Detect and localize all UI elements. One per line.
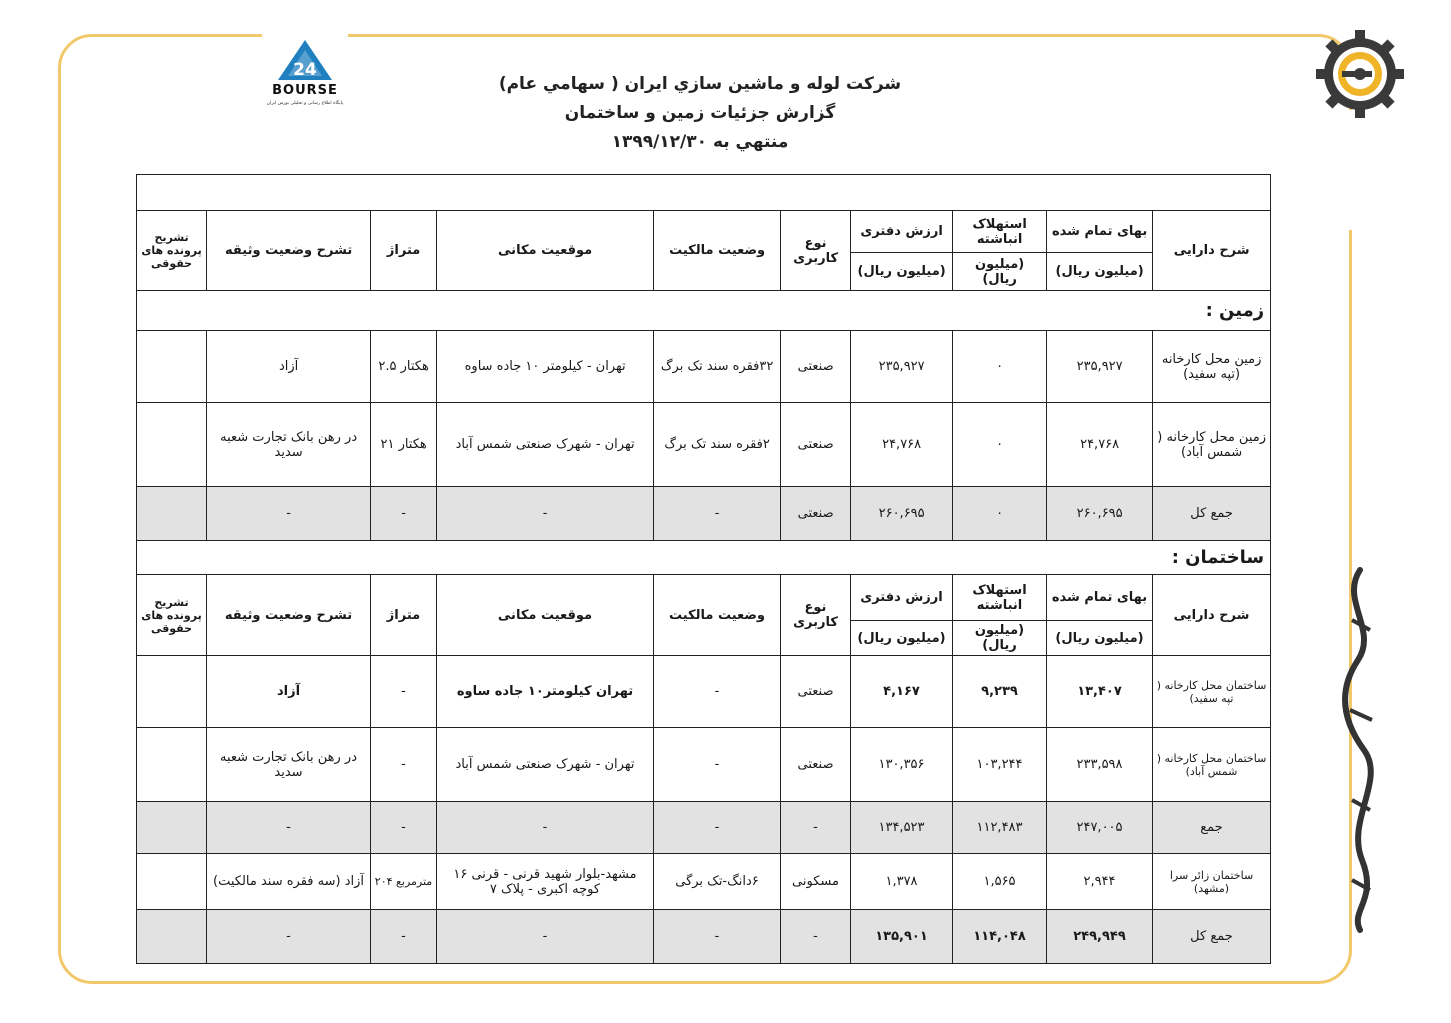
bourse-logo: [262, 38, 348, 110]
frame-gap: [1346, 110, 1356, 230]
cell-ownership: -: [654, 656, 781, 728]
cell-cost: ۲۳۵,۹۲۷: [1047, 331, 1153, 403]
cell-asset: ساختمان محل کارخانه ( شمس آباد): [1153, 728, 1271, 802]
cell-location: -: [437, 487, 654, 541]
cell-location: تهران - شهرک صنعتی شمس آباد: [437, 728, 654, 802]
cell-collateral: آزاد: [207, 656, 371, 728]
building-table: [136, 574, 1271, 964]
cell-depr: ۰: [953, 331, 1047, 403]
cell-usage: صنعتی: [781, 487, 851, 541]
report-header: [440, 70, 960, 157]
cell-area: -: [371, 656, 437, 728]
col-depr: استهلاک انباشته: [953, 211, 1047, 253]
cell-cost: ۲۴,۷۶۸: [1047, 403, 1153, 487]
cell-asset: جمع کل: [1153, 487, 1271, 541]
cell-book: ۲۴,۷۶۸: [851, 403, 953, 487]
cell-legal: [137, 487, 207, 541]
table-row: [137, 854, 1271, 910]
land-section-title: زمین :: [137, 291, 1271, 331]
table-row: [137, 403, 1271, 487]
cell-cost: ۲۴۷,۰۰۵: [1047, 802, 1153, 854]
cell-area: مترمربع ۲۰۴: [371, 854, 437, 910]
cell-cost: ۲۴۹,۹۴۹: [1047, 910, 1153, 964]
cell-usage: مسکونی: [781, 854, 851, 910]
cell-usage: صنعتی: [781, 331, 851, 403]
logo-text: BOURSE: [272, 83, 338, 98]
cell-depr: ۰: [953, 487, 1047, 541]
cell-depr: ۱۱۲,۴۸۳: [953, 802, 1047, 854]
cell-depr: ۱۱۴,۰۴۸: [953, 910, 1047, 964]
col-book: ارزش دفتری: [851, 575, 953, 621]
cell-collateral: آزاد: [207, 331, 371, 403]
cell-area: هکتار ۲۱: [371, 403, 437, 487]
cell-usage: صنعتی: [781, 403, 851, 487]
unit-depr: (میلیون ریال): [953, 253, 1047, 291]
cell-collateral: -: [207, 802, 371, 854]
col-ownership: وضعیت مالکیت: [654, 211, 781, 291]
cell-ownership: ۳۲فقره سند تک برگ: [654, 331, 781, 403]
cell-legal: [137, 656, 207, 728]
cell-asset: زمین محل کارخانه (تپه سفید): [1153, 331, 1271, 403]
cell-collateral: -: [207, 487, 371, 541]
cell-usage: صنعتی: [781, 728, 851, 802]
table-top-band: [137, 175, 1271, 211]
cell-location: -: [437, 910, 654, 964]
cell-legal: [137, 403, 207, 487]
cell-asset: ساختمان محل کارخانه ( تپه سفید): [1153, 656, 1271, 728]
cell-collateral: آزاد (سه فقره سند مالکیت): [207, 854, 371, 910]
cell-book: ۲۶۰,۶۹۵: [851, 487, 953, 541]
cell-legal: [137, 802, 207, 854]
unit-cost: (میلیون ریال): [1047, 621, 1153, 656]
cell-book: ۴,۱۶۷: [851, 656, 953, 728]
cell-ownership: -: [654, 487, 781, 541]
unit-cost: (میلیون ریال): [1047, 253, 1153, 291]
unit-depr: (میلیون ریال): [953, 621, 1047, 656]
col-location: موقعیت مکانی: [437, 575, 654, 656]
col-area: متراژ: [371, 575, 437, 656]
col-usage: نوع کاربری: [781, 211, 851, 291]
cell-cost: ۲۳۳,۵۹۸: [1047, 728, 1153, 802]
cell-location: -: [437, 802, 654, 854]
cell-ownership: ۲فقره سند تک برگ: [654, 403, 781, 487]
col-cost: بهای تمام شده: [1047, 211, 1153, 253]
cell-legal: [137, 854, 207, 910]
cell-area: -: [371, 487, 437, 541]
cell-book: ۱۳۰,۳۵۶: [851, 728, 953, 802]
building-total-row: [137, 910, 1271, 964]
cell-ownership: -: [654, 910, 781, 964]
cell-cost: ۱۳,۴۰۷: [1047, 656, 1153, 728]
cell-usage: -: [781, 802, 851, 854]
cell-location: مشهد-بلوار شهید قرنی - قرنی ۱۶ کوچه اکبری - پلاک ۷: [437, 854, 654, 910]
report-title: گزارش جزئيات زمين و ساختمان: [564, 103, 836, 123]
col-legal: تشریح پرونده های حقوقی: [137, 211, 207, 291]
company-gear-logo: [1314, 28, 1406, 120]
col-usage: نوع کاربری: [781, 575, 851, 656]
cell-usage: صنعتی: [781, 656, 851, 728]
col-asset: شرح دارایی: [1153, 575, 1271, 656]
col-location: موقعیت مکانی: [437, 211, 654, 291]
col-area: متراژ: [371, 211, 437, 291]
cell-ownership: -: [654, 802, 781, 854]
company-signature: [1330, 560, 1390, 940]
cell-legal: [137, 728, 207, 802]
cell-collateral: در رهن بانک تجارت شعبه سدید: [207, 403, 371, 487]
cell-area: -: [371, 802, 437, 854]
company-name: شركت لوله و ماشين سازي ايران ( سهامي عام): [498, 74, 902, 94]
col-cost: بهای تمام شده: [1047, 575, 1153, 621]
land-total-row: [137, 487, 1271, 541]
col-ownership: وضعیت مالکیت: [654, 575, 781, 656]
cell-depr: ۱,۵۶۵: [953, 854, 1047, 910]
cell-area: -: [371, 910, 437, 964]
cell-area: -: [371, 728, 437, 802]
cell-ownership: ۶دانگ-تک برگی: [654, 854, 781, 910]
cell-collateral: در رهن بانک تجارت شعبه سدید: [207, 728, 371, 802]
cell-location: تهران کیلومتر۱۰ جاده ساوه: [437, 656, 654, 728]
cell-cost: ۲,۹۴۴: [1047, 854, 1153, 910]
report-period: منتهي به ۱۳۹۹/۱۲/۳۰: [611, 132, 789, 152]
cell-book: ۱۳۵,۹۰۱: [851, 910, 953, 964]
building-section-title: ساختمان :: [137, 541, 1271, 575]
cell-asset: زمین محل کارخانه ( شمس آباد): [1153, 403, 1271, 487]
cell-location: تهران - شهرک صنعتی شمس آباد: [437, 403, 654, 487]
cell-depr: ۱۰۳,۲۴۴: [953, 728, 1047, 802]
logo-number: 24: [293, 60, 317, 80]
cell-ownership: -: [654, 728, 781, 802]
col-book: ارزش دفتری: [851, 211, 953, 253]
land-table: [136, 174, 1271, 575]
col-collateral: تشرح وضعیت وثیقه: [207, 575, 371, 656]
cell-asset: ساختمان زائر سرا (مشهد): [1153, 854, 1271, 910]
table-row: [137, 331, 1271, 403]
unit-book: (میلیون ریال): [851, 253, 953, 291]
logo-caption: پایگاه اطلاع رسانی و تحلیلی بورس ایران: [266, 101, 344, 106]
col-collateral: تشرح وضعیت وثیقه: [207, 211, 371, 291]
cell-collateral: -: [207, 910, 371, 964]
cell-book: ۲۳۵,۹۲۷: [851, 331, 953, 403]
col-asset: شرح دارایی: [1153, 211, 1271, 291]
col-depr: استهلاک انباشته: [953, 575, 1047, 621]
table-row: [137, 728, 1271, 802]
cell-legal: [137, 331, 207, 403]
cell-legal: [137, 910, 207, 964]
cell-book: ۱۳۴,۵۲۳: [851, 802, 953, 854]
cell-asset: جمع کل: [1153, 910, 1271, 964]
cell-location: تهران - کیلومتر ۱۰ جاده ساوه: [437, 331, 654, 403]
cell-book: ۱,۳۷۸: [851, 854, 953, 910]
cell-usage: -: [781, 910, 851, 964]
cell-asset: جمع: [1153, 802, 1271, 854]
col-legal: تشریح پرونده های حقوقی: [137, 575, 207, 656]
cell-area: هکتار ۲.۵: [371, 331, 437, 403]
unit-book: (میلیون ریال): [851, 621, 953, 656]
cell-depr: ۹,۲۳۹: [953, 656, 1047, 728]
cell-depr: ۰: [953, 403, 1047, 487]
building-subtotal-row: [137, 802, 1271, 854]
cell-cost: ۲۶۰,۶۹۵: [1047, 487, 1153, 541]
table-row: [137, 656, 1271, 728]
